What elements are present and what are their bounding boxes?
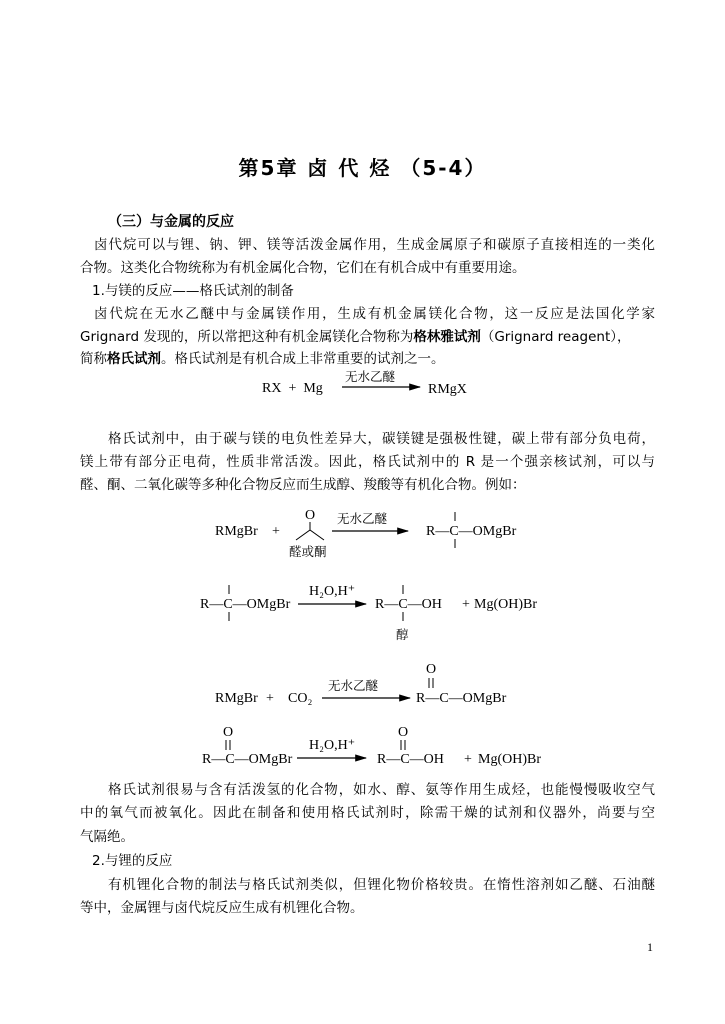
byproduct: Mg(OH)Br — [478, 752, 541, 767]
paragraph-line: 等中，金属锂与卤代烷反应生成有机锂化合物。 — [80, 900, 364, 916]
carbonyl-oxygen: O — [305, 508, 316, 523]
product: RMgX — [428, 382, 467, 397]
page-title: 第5章 卤 代 烃 （5-4） — [238, 156, 487, 180]
condition-label: H₂O,H⁺ — [309, 584, 356, 599]
subsection-heading: 1.与镁的反应——格氏试剂的制备 — [92, 283, 294, 299]
paragraph-line: 卤代烷在无水乙醚中与金属镁作用，生成有机金属镁化合物，这一反应是法国化学家 — [94, 306, 655, 322]
equation-hydrolysis-alcohol — [200, 584, 537, 642]
carbonyl-skeleton — [296, 530, 324, 540]
paragraph-line: 镁上带有部分正电荷，性质非常活泼。因此，格氏试剂中的 R 是一个强亲核试剂，可以与 — [80, 454, 655, 470]
paragraph-line: 卤代烷可以与锂、钠、钾、镁等活泼金属作用，生成金属原子和碳原子直接相连的一类化 — [94, 237, 655, 253]
text: 简称 — [80, 351, 107, 367]
text: （Grignard reagent）， — [480, 329, 631, 345]
paragraph-line: 有机锂化合物的制法与格氏试剂类似，但锂化物价格较贵。在惰性溶剂如乙醚、石油醚 — [108, 877, 655, 893]
section-heading: （三）与金属的反应 — [108, 214, 234, 230]
equation-carboxylation — [215, 662, 507, 706]
text: 。格氏试剂是有机合成上非常重要的试剂之一。 — [161, 351, 445, 367]
co2: CO₂ — [288, 691, 313, 706]
condition-label: 无水乙醚 — [345, 369, 396, 384]
paragraph-line: 格氏试剂中，由于碳与镁的电负性差异大，碳镁键是强极性键，碳上带有部分负电荷， — [108, 431, 655, 447]
product: R—C—OH — [375, 597, 442, 612]
text: Grignard 发现的，所以常把这种有机金属镁化合物称为 — [80, 329, 414, 345]
carbonyl-oxygen: O — [223, 725, 234, 740]
equation-acid-hydrolysis — [202, 725, 541, 767]
paragraph-line: 合物。这类化合物统称为有机金属化合物，它们在有机合成中有重要用途。 — [80, 260, 526, 276]
page-number: 1 — [647, 940, 653, 954]
plus-sign: + — [266, 691, 274, 706]
plus-sign: + — [272, 524, 280, 539]
byproduct: Mg(OH)Br — [474, 597, 537, 612]
equation-grignard-formation — [262, 369, 467, 397]
paragraph-line: 气隔绝。 — [80, 829, 134, 845]
condition-label: 无水乙醚 — [337, 511, 388, 526]
plus-sign: + — [464, 752, 472, 767]
paragraph-line: 醛、酮、二氧化碳等多种化合物反应而生成醇、羧酸等有机化合物。例如： — [80, 477, 526, 493]
plus-sign: + — [462, 597, 470, 612]
reactants: RX + Mg — [262, 381, 323, 396]
bold-term: 格林雅试剂 — [413, 329, 481, 345]
product: R—C—OMgBr — [426, 524, 517, 539]
product: R—C—OMgBr — [416, 691, 507, 706]
paragraph-line: 中的氧气而被氧化。因此在制备和使用格氏试剂时，除需干燥的试剂和仪器外，尚要与空 — [80, 805, 655, 821]
reagent: RMgBr — [215, 691, 258, 706]
equation-carbonyl-addition — [215, 508, 517, 559]
paragraph-line: 格氏试剂很易与含有活泼氢的化合物，如水、醇、氨等作用生成烃，也能慢慢吸收空气 — [108, 782, 655, 798]
carbonyl-oxygen: O — [398, 725, 409, 740]
reactant: R—C—OMgBr — [200, 597, 291, 612]
subsection-heading: 2.与锂的反应 — [92, 853, 173, 869]
condition-label: H₂O,H⁺ — [309, 738, 356, 753]
reactant: R—C—OMgBr — [202, 752, 293, 767]
bold-term: 格氏试剂 — [107, 351, 161, 367]
product: R—C—OH — [377, 752, 444, 767]
product-label: 醇 — [396, 627, 409, 642]
condition-label: 无水乙醚 — [328, 678, 379, 693]
reagent: RMgBr — [215, 524, 258, 539]
carbonyl-label: 醛或酮 — [289, 544, 327, 559]
carbonyl-oxygen: O — [426, 662, 437, 677]
